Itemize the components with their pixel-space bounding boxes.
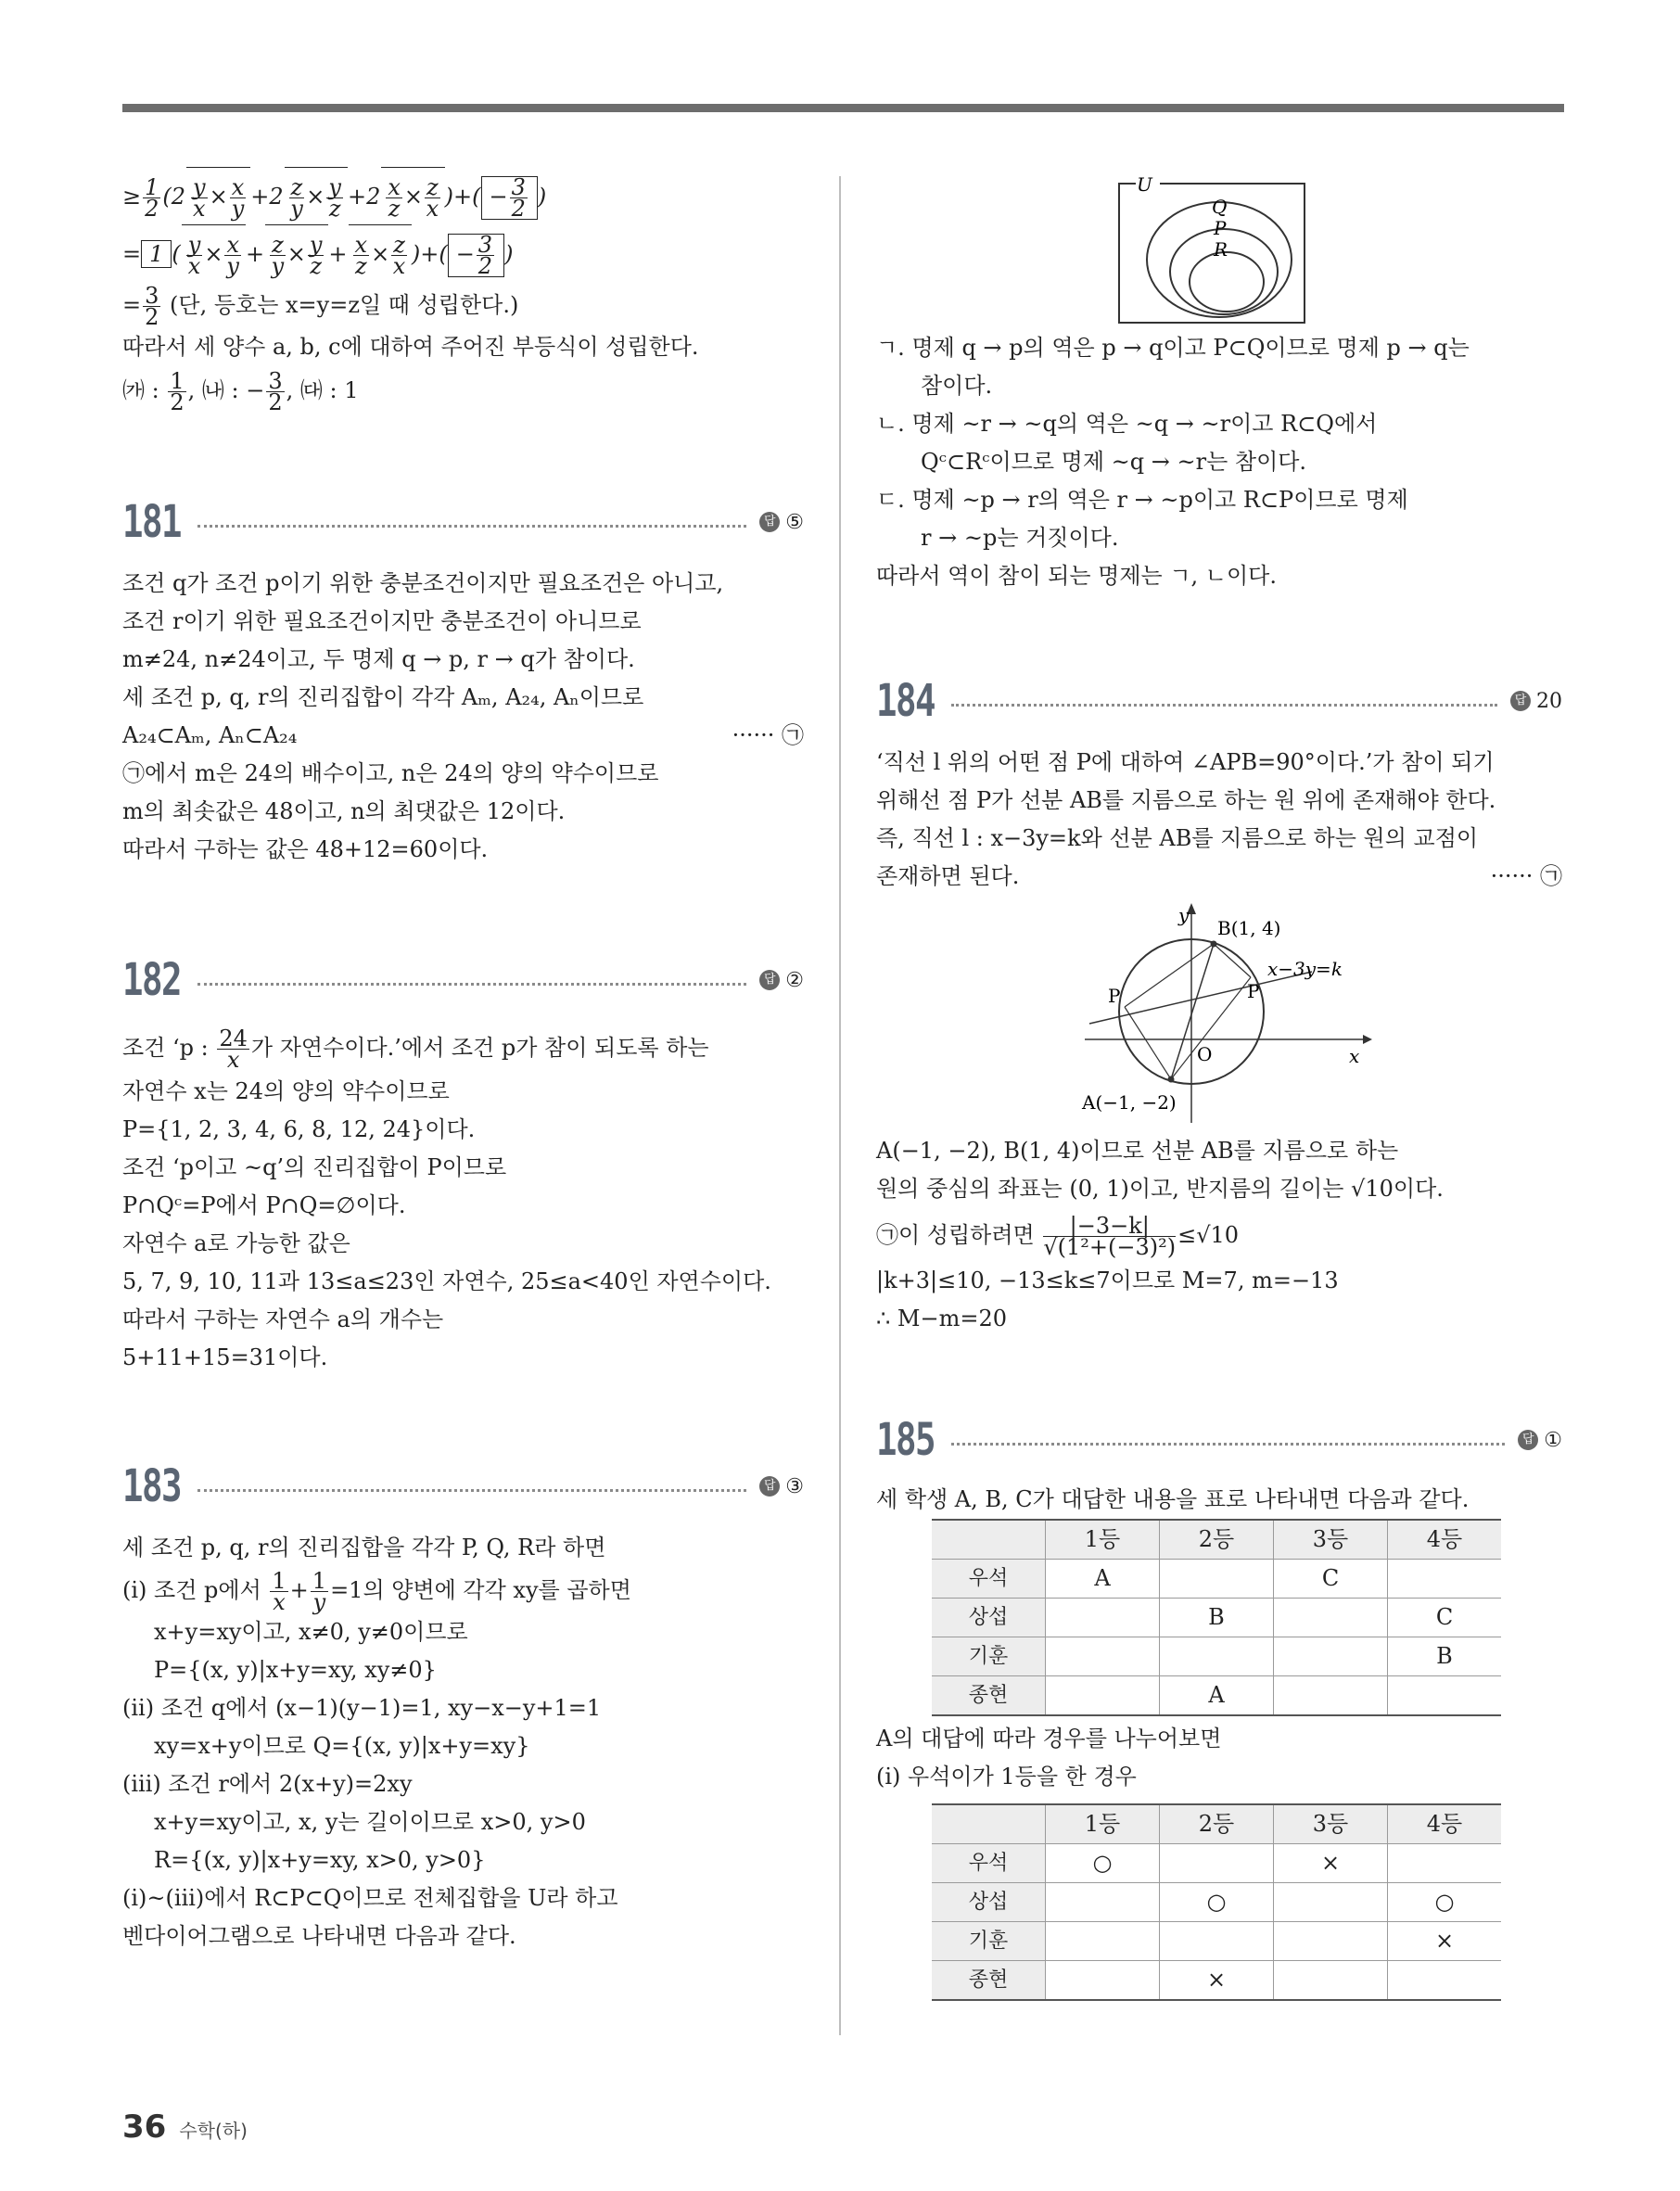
P-right-label: P	[1247, 980, 1260, 1002]
table-cell: ○	[1160, 1883, 1274, 1922]
table-cell: 기훈	[932, 1922, 1046, 1961]
answer-badge: 답 ③	[759, 1468, 804, 1506]
problem-184-body	[876, 744, 1562, 1338]
problem-number: 183	[122, 1459, 181, 1512]
problem-185-header	[876, 1403, 1562, 1477]
table-row	[932, 1676, 1501, 1716]
table-row	[932, 1844, 1501, 1883]
answer-badge: 답 ⑤	[759, 503, 804, 541]
P-left-label: P	[1108, 985, 1121, 1007]
x-axis-arrow	[1363, 1035, 1372, 1044]
set-R	[1190, 252, 1264, 312]
problem-181-header	[122, 485, 804, 559]
label-U: U	[1137, 173, 1152, 196]
case-table	[932, 1803, 1501, 2001]
derivation-line-3: = $\frac{3}{2}$ (단, 등호는 x=y=z일 때 성립한다.)	[122, 283, 519, 330]
table-cell: ○	[1046, 1844, 1160, 1883]
problem-number: 182	[122, 953, 181, 1006]
text-line: ㄴ. 명제 ~r → ~q의 역은 ~q → ~r이고 R⊂Q에서	[876, 411, 1378, 437]
book-title: 수학(하)	[179, 2120, 248, 2142]
venn-explanation	[876, 329, 1562, 595]
text-line: P={1, 2, 3, 4, 6, 8, 12, 24}이다.	[122, 1116, 476, 1142]
answer-mark-icon: 답	[759, 970, 780, 990]
text-line: 따라서 구하는 자연수 a의 개수는	[122, 1306, 444, 1332]
table-cell: 우석	[932, 1844, 1046, 1883]
table-cell: A	[1046, 1560, 1160, 1599]
table-cell: 종현	[932, 1961, 1046, 2001]
table-row	[932, 1961, 1501, 2001]
text-line: A(−1, −2), B(1, 4)이므로 선분 AB를 지름으로 하는	[876, 1138, 1399, 1164]
text-line: (ⅱ) 조건 q에서 (x−1)(y−1)=1, xy−x−y+1=1	[122, 1695, 602, 1721]
problem-181-body	[122, 565, 804, 869]
table-cell	[1274, 1599, 1388, 1637]
text-line: R={(x, y)|x+y=xy, x>0, y>0}	[154, 1847, 486, 1873]
text-line: 따라서 역이 참이 되는 명제는 ㄱ, ㄴ이다.	[876, 563, 1277, 589]
text-line: 참이다.	[921, 373, 993, 399]
text-line: ㉠에서 m은 24의 배수이고, n은 24의 양의 약수이므로	[122, 760, 659, 786]
text-line: 자연수 x는 24의 양의 약수이므로	[122, 1078, 450, 1104]
text-line: A의 대답에 따라 경우를 나누어보면	[876, 1726, 1222, 1752]
table-cell: 우석	[932, 1560, 1046, 1599]
table-cell	[1388, 1676, 1502, 1716]
text-line: ‘직선 l 위의 어떤 점 P에 대하여 ∠APB=90°이다.’가 참이 되기	[876, 749, 1495, 775]
text-line: P={(x, y)|x+y=xy, xy≠0}	[154, 1657, 437, 1683]
A-label: A(−1, −2)	[1082, 1091, 1177, 1114]
table-row	[932, 1637, 1501, 1676]
table-cell	[1046, 1883, 1160, 1922]
table-cell	[1046, 1599, 1160, 1637]
table-row	[932, 1883, 1501, 1922]
table-row	[932, 1560, 1501, 1599]
table-cell	[1160, 1922, 1274, 1961]
text-line: 조건 q가 조건 p이기 위한 충분조건이지만 필요조건은 아니고,	[122, 570, 724, 596]
text-line: A₂₄⊂Aₘ, Aₙ⊂A₂₄ ······ ㉠	[122, 722, 804, 748]
text-line: 세 조건 p, q, r의 진리집합이 각각 Aₘ, A₂₄, Aₙ이므로	[122, 684, 644, 710]
text-line: |k+3|≤10, −13≤k≤7이므로 M=7, m=−13	[876, 1267, 1339, 1293]
text-line: 자연수 a로 가능한 값은	[122, 1230, 350, 1256]
table-cell: 3등	[1274, 1520, 1388, 1560]
text-line: m≠24, n≠24이고, 두 명제 q → p, r → q가 참이다.	[122, 646, 635, 672]
problem-number: 181	[122, 495, 181, 548]
table-cell: 3등	[1274, 1804, 1388, 1844]
answer-badge: 답 ②	[759, 962, 804, 1000]
derivation-conclusion: 따라서 세 양수 a, b, c에 대하여 주어진 부등식이 성립한다.	[122, 334, 699, 360]
table-cell	[1274, 1637, 1388, 1676]
table-cell: 1등	[1046, 1804, 1160, 1844]
table-cell	[1274, 1922, 1388, 1961]
table-cell: A	[1160, 1676, 1274, 1716]
table-cell	[932, 1804, 1046, 1844]
text-line: xy=x+y이므로 Q={(x, y)|x+y=xy}	[154, 1733, 530, 1759]
table-cell: 1등	[1046, 1520, 1160, 1560]
problem-185-body	[876, 1481, 1562, 2001]
top-rule	[122, 104, 1564, 112]
dotted-leader	[951, 704, 1497, 707]
text-line: m의 최솟값은 48이고, n의 최댓값은 12이다.	[122, 798, 566, 824]
x-label: x	[1349, 1045, 1360, 1067]
dotted-leader	[951, 1443, 1505, 1446]
text-line: ㉠이 성립하려면 $\frac{|-3-k|}{\text{√(1²+(−3)²)}}$ ≤√10	[876, 1213, 1240, 1260]
line-label: x−3y=k	[1267, 958, 1343, 980]
answer-badge: 답 ①	[1518, 1421, 1562, 1459]
text-line: 조건 ‘p : $\frac{24}{x}$ 가 자연수이다.’에서 조건 p가 참이 되도록 하는	[122, 1025, 709, 1073]
table-cell: C	[1274, 1560, 1388, 1599]
text-line: 세 학생 A, B, C가 대답한 내용을 표로 나타내면 다음과 같다.	[876, 1486, 1470, 1512]
right-column	[876, 167, 1562, 2001]
table-cell	[1274, 1883, 1388, 1922]
table-cell	[1160, 1844, 1274, 1883]
derivation-line-2: = 1 ( $\frac{y}{x}$ × $\frac{x}{y}$ + $\frac{z}{y}$ × $\frac{y}{z}$ + $\frac{x}{z}$ × $\frac{z}{x}$ )+( − $\frac{3}{2}$ )	[122, 224, 804, 282]
page-footer	[122, 2108, 248, 2146]
answer-mark-icon: 답	[1518, 1430, 1538, 1450]
table-cell: 종현	[932, 1676, 1046, 1716]
answer-badge: 답 20	[1510, 682, 1562, 720]
text-line: 벤다이어그램으로 나타내면 다음과 같다.	[122, 1923, 516, 1949]
text-line: 세 조건 p, q, r의 진리집합을 각각 P, Q, R라 하면	[122, 1535, 606, 1560]
table-cell: C	[1388, 1599, 1502, 1637]
table-cell: 4등	[1388, 1520, 1502, 1560]
table-cell: ○	[1388, 1883, 1502, 1922]
text-line: (ⅰ) 조건 p에서 $\frac{1}{x}$ + $\frac{1}{y}$ =1의 양변에 각각 xy를 곱하면	[122, 1568, 631, 1615]
table-cell: 2등	[1160, 1520, 1274, 1560]
text-line: P∩Qᶜ=P에서 P∩Q=∅이다.	[122, 1192, 406, 1218]
table-cell: 상섭	[932, 1883, 1046, 1922]
problem-183-body	[122, 1529, 804, 1955]
point-A	[1168, 1076, 1175, 1083]
B-label: B(1, 4)	[1217, 917, 1281, 939]
text-line: Qᶜ⊂Rᶜ이므로 명제 ~q → ~r는 참이다.	[921, 449, 1307, 475]
dotted-leader	[197, 983, 746, 986]
text-line: 조건 ‘p이고 ~q’의 진리집합이 P이므로	[122, 1154, 507, 1180]
table-cell: 4등	[1388, 1804, 1502, 1844]
text-line: (ⅰ)~(ⅲ)에서 R⊂P⊂Q이므로 전체집합을 U라 하고	[122, 1885, 618, 1911]
problem-182-body	[122, 1023, 804, 1377]
text-line: 원의 중심의 좌표는 (0, 1)이고, 반지름의 길이는 √10이다.	[876, 1176, 1444, 1202]
answer-mark-icon: 답	[1510, 691, 1531, 711]
table-header-row	[932, 1804, 1501, 1844]
table-cell: ×	[1388, 1922, 1502, 1961]
text-line: 5, 7, 9, 10, 11과 13≤a≤23인 자연수, 25≤a<40인 자연수이다.	[122, 1268, 771, 1294]
problem-184-header	[876, 664, 1562, 738]
table-cell	[1046, 1676, 1160, 1716]
problem-number: 184	[876, 674, 935, 727]
table-cell: ×	[1274, 1844, 1388, 1883]
table-cell	[1046, 1922, 1160, 1961]
table-cell	[1046, 1961, 1160, 2001]
table-cell: 기훈	[932, 1637, 1046, 1676]
segment-PB-right	[1214, 944, 1251, 977]
text-line: 따라서 구하는 값은 48+12=60이다.	[122, 836, 489, 862]
blank-answers: ㈎ : $\frac{1}{2}$ , ㈏ : − $\frac{3}{2}$ , ㈐ : 1	[122, 368, 359, 415]
text-line: 조건 r이기 위한 필요조건이지만 충분조건이 아니므로	[122, 608, 642, 634]
table-header-row	[932, 1520, 1501, 1560]
text-line: 존재하면 된다. ······ ㉠	[876, 863, 1562, 889]
problem-number: 185	[876, 1413, 935, 1466]
text-line: x+y=xy이고, x, y는 길이이므로 x>0, y>0	[154, 1809, 586, 1835]
text-line: 즉, 직선 l : x−3y=k와 선분 AB를 지름으로 하는 원의 교점이	[876, 825, 1479, 851]
table-cell: B	[1388, 1637, 1502, 1676]
text-line: ㄱ. 명제 q → p의 역은 p → q이고 P⊂Q이므로 명제 p → q는	[876, 335, 1470, 361]
text-line: (ⅲ) 조건 r에서 2(x+y)=2xy	[122, 1771, 413, 1797]
label-P: P	[1214, 217, 1227, 239]
label-Q: Q	[1212, 196, 1228, 218]
answers-table	[932, 1519, 1501, 1716]
circle-graph	[876, 896, 1562, 1132]
table-cell	[1274, 1961, 1388, 2001]
derivation-line-1: ≥ $\frac{1}{2}$ (2 $\frac{y}{x}$ × $\frac{x}{y}$ +2 $\frac{z}{y}$ × $\frac{y}{z}$ +2 $\frac{x}{z}$ × $\frac{z}{x}$ )+( − $\frac{3}{2}$ )	[122, 167, 804, 224]
table-cell	[1388, 1844, 1502, 1883]
table-cell	[1046, 1637, 1160, 1676]
table-cell: 2등	[1160, 1804, 1274, 1844]
table-cell	[1160, 1560, 1274, 1599]
table-cell: 상섭	[932, 1599, 1046, 1637]
text-line: ∴ M−m=20	[876, 1306, 1007, 1331]
problem-182-header	[122, 943, 804, 1017]
dotted-leader	[197, 525, 746, 528]
y-label: y	[1178, 904, 1190, 926]
answer-mark-icon: 답	[759, 1476, 780, 1497]
left-column	[122, 167, 804, 1955]
problem-183-header	[122, 1449, 804, 1523]
text-line: x+y=xy이고, x≠0, y≠0이므로	[154, 1619, 468, 1645]
table-cell	[1274, 1676, 1388, 1716]
dotted-leader	[197, 1489, 746, 1492]
label-R: R	[1214, 238, 1228, 261]
table-cell	[1160, 1637, 1274, 1676]
point-B	[1211, 941, 1217, 948]
venn-diagram	[876, 167, 1562, 329]
text-line: 5+11+15=31이다.	[122, 1344, 328, 1370]
text-line: r → ~p는 거짓이다.	[921, 525, 1119, 551]
text-line: 위해선 점 P가 선분 AB를 지름으로 하는 원 위에 존재해야 한다.	[876, 787, 1496, 813]
table-row	[932, 1599, 1501, 1637]
page-number: 36	[122, 2108, 167, 2146]
table-cell	[1388, 1560, 1502, 1599]
table-row	[932, 1922, 1501, 1961]
table-cell: ×	[1160, 1961, 1274, 2001]
table-cell	[1388, 1961, 1502, 2001]
origin-label: O	[1197, 1043, 1213, 1065]
text-line: ㄷ. 명제 ~p → r의 역은 r → ~p이고 R⊂P이므로 명제	[876, 487, 1408, 513]
column-divider	[839, 176, 841, 2035]
answer-mark-icon: 답	[759, 512, 780, 532]
table-cell: B	[1160, 1599, 1274, 1637]
text-line: (ⅰ) 우석이가 1등을 한 경우	[876, 1764, 1137, 1790]
table-cell	[932, 1520, 1046, 1560]
